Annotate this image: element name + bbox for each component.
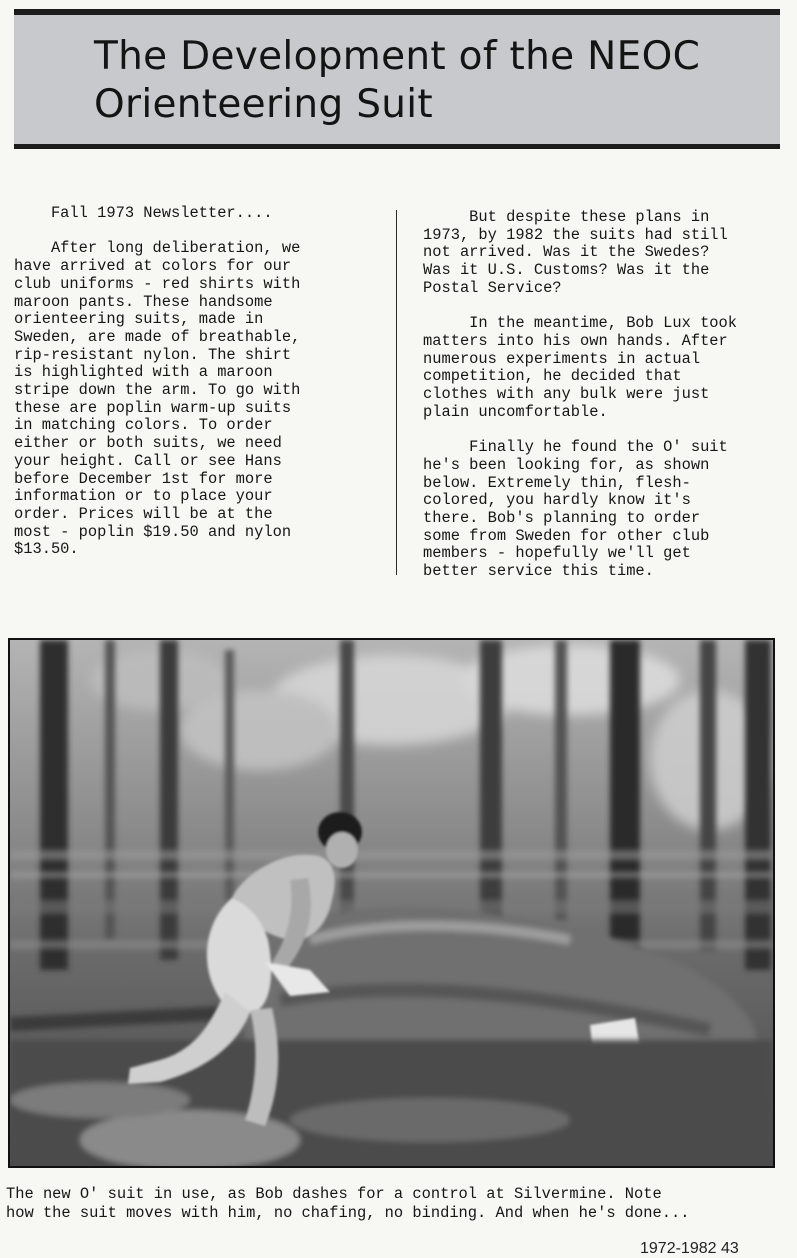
text-line: Postal Service? [423,278,562,297]
text-line: below. Extremely thin, flesh- [423,473,691,492]
right-column [423,209,793,581]
text-line: Fall 1973 Newsletter.... [14,204,273,222]
page-folio: 1972-1982 43 [640,1240,739,1257]
text-line: competition, he decided that [423,367,682,386]
text-line: Was it U.S. Customs? Was it the [423,261,710,280]
text-line [423,298,793,316]
text-line: $13.50. [14,540,79,559]
caption-line-1: The new O' suit in use, as Bob dashes for a control at Silvermine. Note [6,1185,662,1203]
text-line: in matching colors. To order [14,416,273,435]
title-line-1: The Development of the NEOC [94,34,701,79]
text-line: In the meantime, Bob Lux took [423,314,738,333]
text-line: colored, you hardly know it's [423,491,691,510]
text-line: not arrived. Was it the Swedes? [423,243,710,262]
text-line: plain uncomfortable. [423,402,608,421]
text-line: maroon pants. These handsome [14,292,273,311]
caption-line-2: how the suit moves with him, no chafing, no binding. And when he's done... [6,1204,690,1222]
text-line: there. Bob's planning to order [423,508,701,527]
text-line: have arrived at colors for our [14,257,292,276]
text-line: members - hopefully we'll get [423,544,691,563]
text-line: is highlighted with a maroon [14,363,273,382]
text-line: he's been looking for, as shown [423,455,710,474]
text-line: clothes with any bulk were just [423,385,710,404]
text-line: matters into his own hands. After [423,331,728,350]
text-line: numerous experiments in actual [423,349,701,368]
text-line: Sweden, are made of breathable, [14,327,301,346]
text-line: better service this time. [423,562,654,581]
text-line: rip-resistant nylon. The shirt [14,345,292,364]
page-title [94,33,700,129]
text-line: either or both suits, we need [14,434,282,453]
text-line: stripe down the arm. To go with [14,381,301,400]
photo-caption [6,1185,689,1223]
text-line: After long deliberation, we [14,239,301,258]
text-line: Finally he found the O' suit [423,438,728,457]
text-line [14,223,384,241]
text-line: But despite these plans in [423,208,710,226]
text-line: information or to place your [14,487,273,506]
text-line: most - poplin $19.50 and nylon [14,522,292,541]
text-line: some from Sweden for other club [423,526,710,545]
column-divider [396,210,397,575]
text-line: 1973, by 1982 the suits had still [423,225,728,244]
left-column [14,205,384,559]
title-band [14,9,780,149]
text-line: club uniforms - red shirts with [14,274,301,293]
title-line-2: Orienteering Suit [94,82,433,127]
forest-photo [8,638,775,1168]
text-line [423,421,793,439]
text-line: order. Prices will be at the [14,504,273,523]
text-line: these are poplin warm-up suits [14,398,292,417]
text-line: orienteering suits, made in [14,310,264,329]
text-line: your height. Call or see Hans [14,451,282,470]
text-line: before December 1st for more [14,469,273,488]
